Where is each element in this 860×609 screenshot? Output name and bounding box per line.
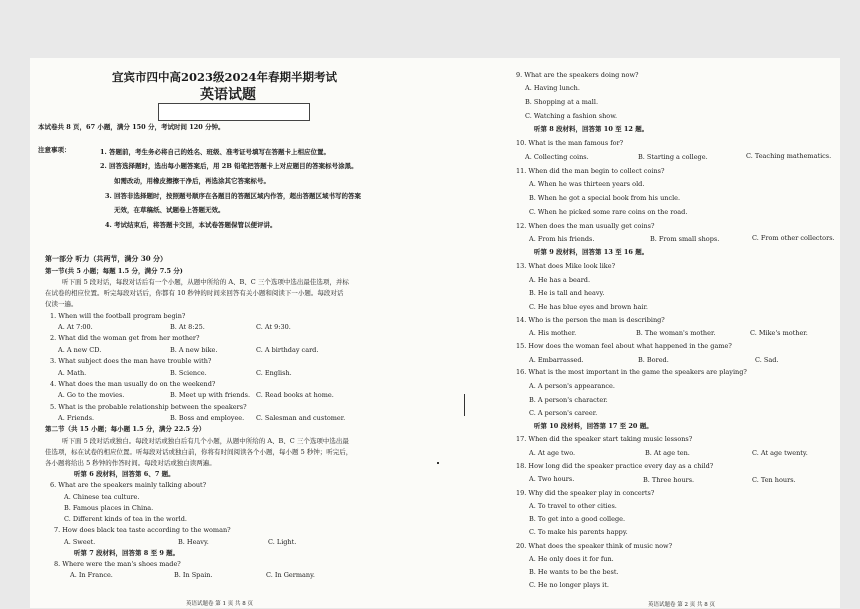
material-10: 听第 10 段材料，回答第 17 至 20 题。 [534, 422, 653, 430]
option-a: A. In France. [70, 571, 113, 579]
option-c: C. Watching a fashion show. [525, 112, 618, 120]
question: 19. Why did the speaker play in concerts? [516, 489, 655, 497]
notice-line: 1. 答题前，考生务必将自己的姓名、班级、准考证号填写在答题卡上相应位置。 [100, 148, 331, 156]
part1-title: 第一部分 听力（共两节，满分 30 分） [45, 254, 168, 263]
option-a: A. At age two. [529, 449, 576, 457]
question: 9. What are the speakers doing now? [516, 71, 639, 79]
option-b: B. Heavy. [178, 538, 209, 546]
question: 6. What are the speakers mainly talking about? [50, 481, 207, 489]
option-a: A. At 7:00. [58, 323, 93, 331]
option-a: A. Math. [58, 369, 87, 377]
option-a: A. Friends. [58, 414, 95, 422]
option-b: B. Meet up with friends. [170, 391, 251, 399]
question: 4. What does the man usually do on the weekend? [50, 380, 216, 388]
option-c: C. He has blue eyes and brown hair. [529, 303, 648, 311]
option-c: C. When he picked some rare coins on the road. [529, 208, 688, 216]
notice-line: 无效，在草稿纸、试题卷上答题无效。 [114, 206, 225, 214]
material-8: 听第 8 段材料，回答第 10 至 12 题。 [534, 125, 649, 133]
question: 17. When did the speaker start taking music lessons? [516, 435, 693, 443]
option-c: C. At 9:30. [256, 323, 291, 331]
option-c: C. From other collectors. [752, 234, 835, 242]
exam-info: 本试卷共 8 页，67 小题，满分 150 分，考试时间 120 分钟。 [38, 123, 225, 131]
material-7: 听第 7 段材料，回答第 8 至 9 题。 [74, 549, 180, 557]
option-c: C. Light. [268, 538, 297, 546]
question: 7. How does black tea taste according to the woman? [54, 526, 231, 534]
option-a: A. Embarrassed. [529, 356, 584, 364]
question: 1. When will the football program begin? [50, 312, 186, 320]
option-b: B. At age ten. [645, 449, 690, 457]
option-a: A. From his friends. [529, 235, 595, 243]
notice-line: 4. 考试结束后，将答题卡交回，本试卷答题保管以便评讲。 [105, 221, 277, 229]
option-c: C. At age twenty. [752, 449, 808, 457]
option-b: B. In Spain. [174, 571, 213, 579]
question: 20. What does the speaker think of music now? [516, 542, 673, 550]
notice-line: 2. 回答选择题时，选出每小题答案后，用 2B 铅笔把答题卡上对应题目的答案标号涂黑。 [100, 162, 358, 170]
option-a: A. To travel to other cities. [529, 502, 617, 510]
question: 15. How does the woman feel about what happened in the game? [516, 342, 732, 350]
section2-title: 第二节（共 15 小题；每小题 1.5 分，满分 22.5 分） [45, 425, 206, 433]
option-b: B. Science. [170, 369, 207, 377]
section1-instr: 在试卷的相应位置。听完每段对话后，你都有 10 秒钟的时间来回答有关小题和阅读下一小题。每段对话 [45, 289, 344, 297]
option-c: C. Sad. [755, 356, 779, 364]
option-b: B. Shopping at a mall. [525, 98, 599, 106]
scan-mark [464, 394, 465, 416]
option-b: B. At 8:25. [170, 323, 205, 331]
option-b: B. Boss and employee. [170, 414, 245, 422]
scan-mark [437, 462, 439, 464]
material-9: 听第 9 段材料，回答第 13 至 16 题。 [534, 248, 649, 256]
question: 12. When does the man usually get coins? [516, 222, 655, 230]
question: 8. Where were the man's shoes made? [54, 560, 181, 568]
section1-instr: 听下面 5 段对话，每段对话后有一个小题，从题中所给的 A、B、C 三个选项中选出最佳选项，并标 [62, 278, 349, 286]
candidate-id-box [158, 103, 310, 121]
option-c: C. A person's career. [529, 409, 598, 417]
option-a: A. Two hours. [529, 475, 575, 483]
option-a: A. Having lunch. [525, 84, 580, 92]
option-a: A. Sweet. [64, 538, 96, 546]
question: 16. What is the most important in the game the speakers are playing? [516, 368, 747, 376]
question: 2. What did the woman get from her mother? [50, 334, 200, 342]
option-c: C. Ten hours. [752, 476, 796, 484]
option-a: A. He has a beard. [529, 276, 591, 284]
option-c: C. A birthday card. [256, 346, 319, 354]
option-a: A. He only does it for fun. [529, 555, 614, 563]
option-c: C. In Germany. [266, 571, 315, 579]
option-c: C. Salesman and customer. [256, 414, 346, 422]
section2-instr: 听下面 5 段对话或独白。每段对话或独白后有几个小题，从题中所给的 A、B、C 三个选项中选出最 [62, 437, 349, 445]
question: 18. How long did the speaker practice every day as a child? [516, 462, 714, 470]
option-b: B. He wants to be the best. [529, 568, 619, 576]
option-c: C. Read books at home. [256, 391, 334, 399]
question: 3. What subject does the man have trouble with? [50, 357, 212, 365]
option-b: B. The woman's mother. [636, 329, 716, 337]
option-b: B. A person's character. [529, 396, 608, 404]
question: 14. Who is the person the man is describing? [516, 316, 665, 324]
question: 5. What is the probable relationship between the speakers? [50, 403, 247, 411]
notice-line: 3. 回答非选择题时，按照题号顺序在各题目的答题区域内作答，超出答题区域书写的答案 [105, 192, 362, 200]
question: 13. What does Mike look like? [516, 262, 616, 270]
option-b: B. Famous places in China. [64, 504, 154, 512]
option-c: C. He no longer plays it. [529, 581, 609, 589]
option-b: B. When he got a special book from his uncle. [529, 194, 681, 202]
option-b: B. Starting a college. [638, 153, 708, 161]
section2-instr: 各小题将给出 5 秒钟的作答时间。每段对话或独白读两遍。 [45, 459, 216, 467]
option-a: A. Collecting coins. [525, 153, 589, 161]
option-b: B. He is tall and heavy. [529, 289, 605, 297]
notice-line: 如需改动，用橡皮擦擦干净后，再选涂其它答案标号。 [114, 177, 270, 185]
footer-right: 英语试题卷 第 2 页 共 8 页 [648, 602, 715, 608]
option-b: B. Bored. [638, 356, 669, 364]
option-c: C. Different kinds of tea in the world. [64, 515, 187, 523]
option-c: C. English. [256, 369, 292, 377]
option-c: C. To make his parents happy. [529, 528, 628, 536]
option-b: B. To get into a good college. [529, 515, 626, 523]
question: 10. What is the man famous for? [516, 139, 624, 147]
option-a: A. Go to the movies. [58, 391, 125, 399]
option-c: C. Teaching mathematics. [746, 152, 832, 160]
footer-left: 英语试题卷 第 1 页 共 8 页 [186, 601, 253, 607]
section1-title: 第一节(共 5 小题；每题 1.5 分，满分 7.5 分) [45, 267, 183, 275]
section1-instr: 仅读一遍。 [45, 300, 78, 308]
material-6: 听第 6 段材料，回答第 6、7 题。 [74, 470, 175, 478]
question: 11. When did the man begin to collect coins? [516, 167, 665, 175]
option-c: C. Mike's mother. [750, 329, 808, 337]
option-a: A. A new CD. [58, 346, 102, 354]
option-a: A. A person's appearance. [529, 382, 615, 390]
option-b: B. A new bike. [170, 346, 218, 354]
section2-instr: 佳选项，标在试卷的相应位置。听每段对话或独白前，你将有时间阅读各个小题，每小题 5 秒钟；听完后， [45, 448, 353, 456]
exam-subtitle: 英语试题 [200, 87, 256, 103]
exam-title: 宜宾市四中高2023级2024年春期半期考试 [112, 70, 338, 84]
option-b: B. Three hours. [643, 476, 695, 484]
exam-sheet [30, 58, 840, 608]
option-a: A. His mother. [529, 329, 577, 337]
notice-label: 注意事项： [38, 146, 71, 154]
option-a: A. Chinese tea culture. [64, 493, 140, 501]
option-b: B. From small shops. [650, 235, 720, 243]
option-a: A. When he was thirteen years old. [529, 180, 645, 188]
